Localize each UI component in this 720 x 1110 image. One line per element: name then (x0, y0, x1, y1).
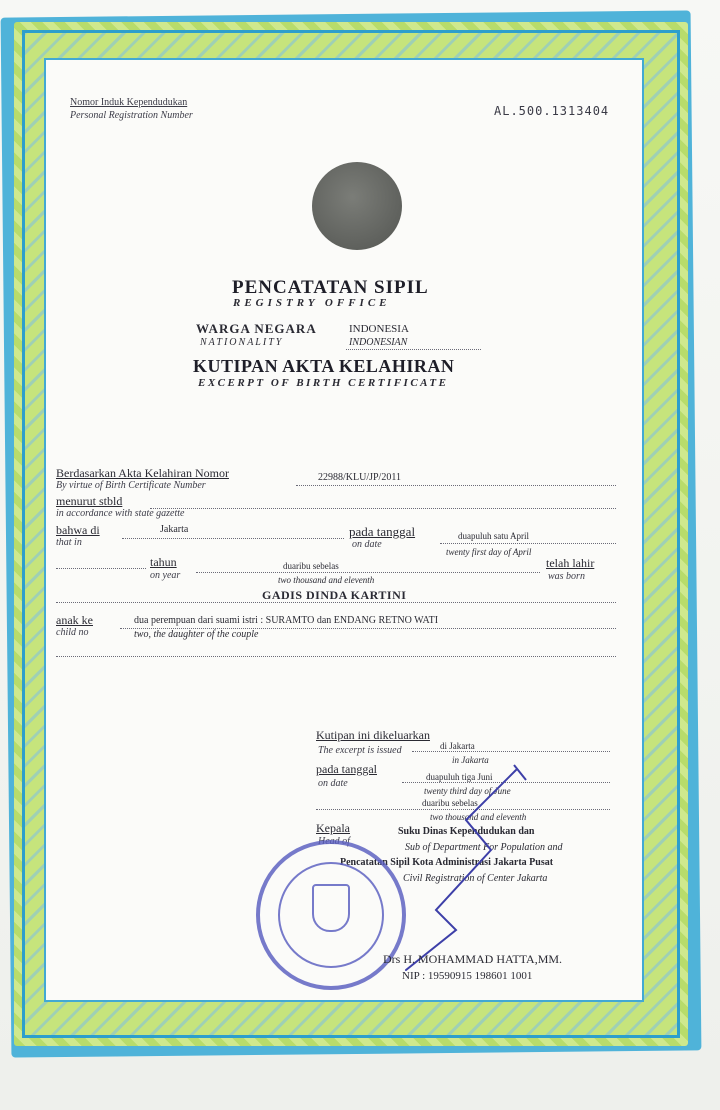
place-line (122, 538, 344, 539)
head-label: Kepala (316, 821, 350, 835)
year-label: tahun (150, 555, 177, 569)
serial-number: AL.500.1313404 (494, 104, 610, 118)
stbld-line (150, 508, 616, 509)
official-seal (256, 840, 406, 990)
dept-line1-en: Sub of Department For Population and (405, 842, 563, 853)
document-title-en: EXCERPT OF BIRTH CERTIFICATE (198, 377, 449, 389)
date-value-en: twenty first day of April (446, 547, 532, 557)
parents-line (120, 628, 616, 629)
place-label: bahwa di (56, 523, 100, 537)
year-value: duaribu sebelas (283, 561, 339, 571)
document-title: KUTIPAN AKTA KELAHIRAN (193, 356, 455, 376)
issued-date-en: twenty third day of June (424, 786, 511, 796)
parents-value-en: two, the daughter of the couple (134, 629, 259, 640)
child-no-label: anak ke (56, 613, 93, 627)
cert-no-label: Berdasarkan Akta Kelahiran Nomor (56, 466, 229, 480)
issued-date-label-en: on date (318, 778, 348, 789)
child-name: GADIS DINDA KARTINI (262, 588, 407, 602)
cert-no-line (296, 485, 616, 486)
citizenship-value-en: INDONESIAN (349, 337, 408, 348)
citizenship-value: INDONESIA (349, 323, 409, 335)
dept-line2-en: Civil Registration of Center Jakarta (403, 873, 548, 884)
cert-no-label-en: By virtue of Birth Certificate Number (56, 480, 206, 491)
stbld-label: menurut stbld (56, 494, 123, 508)
child-name-line (56, 602, 616, 603)
issued-year: duaribu sebelas (422, 798, 478, 808)
cert-no-value: 22988/KLU/JP/2011 (318, 472, 401, 483)
issued-place: di Jakarta (440, 741, 475, 751)
date-label: pada tanggal (349, 524, 416, 539)
dept-line1: Suku Dinas Kependudukan dan (398, 826, 535, 837)
parents-value: dua perempuan dari suami istri : SURAMTO dan ENDANG RETNO WATI (134, 615, 439, 626)
dept-line2: Pencatatan Sipil Kota Administrasi Jakarta Pusat (340, 857, 554, 868)
head-label-en: Head of (318, 836, 350, 847)
year-line (196, 572, 540, 573)
issued-date: duapuluh tiga Juni (426, 772, 493, 782)
signature (396, 760, 546, 980)
issued-date-label: pada tanggal (316, 762, 377, 776)
nik-label: Nomor Induk Kependudukan (70, 97, 188, 108)
year-value-en: two thousand and eleventh (278, 575, 375, 585)
official-nip: NIP : 19590915 198601 1001 (402, 970, 533, 982)
official-name: Drs H. MOHAMMAD HATTA,MM. (383, 952, 563, 966)
born-label: telah lahir (546, 556, 595, 570)
citizenship-label-en: NATIONALITY (200, 337, 284, 348)
photo-stamp (312, 162, 402, 250)
place-label-en: that in (56, 537, 82, 548)
issued-place-line (412, 751, 610, 752)
citizenship-line (346, 349, 481, 350)
blank-line (56, 656, 616, 657)
date-value: duapuluh satu April (458, 531, 529, 541)
nik-label-en: Personal Registration Number (70, 110, 193, 121)
year-line-left (56, 568, 146, 569)
born-label-en: was born (548, 571, 585, 582)
place-value: Jakarta (160, 524, 189, 535)
issued-year-en: two thousand and eleventh (430, 812, 527, 822)
date-label-en: on date (352, 539, 382, 550)
citizenship-label: WARGA NEGARA (196, 321, 317, 336)
date-line (440, 543, 616, 544)
year-label-en: on year (150, 570, 181, 581)
issued-label: Kutipan ini dikeluarkan (316, 728, 430, 742)
office-title-en: REGISTRY OFFICE (233, 297, 391, 309)
issued-place-en: in Jakarta (452, 755, 489, 765)
office-title: PENCATATAN SIPIL (232, 277, 429, 298)
issued-label-en: The excerpt is issued (318, 745, 402, 756)
stbld-label-en: in accordance with state gazette (56, 508, 185, 519)
child-no-label-en: child no (56, 627, 89, 638)
